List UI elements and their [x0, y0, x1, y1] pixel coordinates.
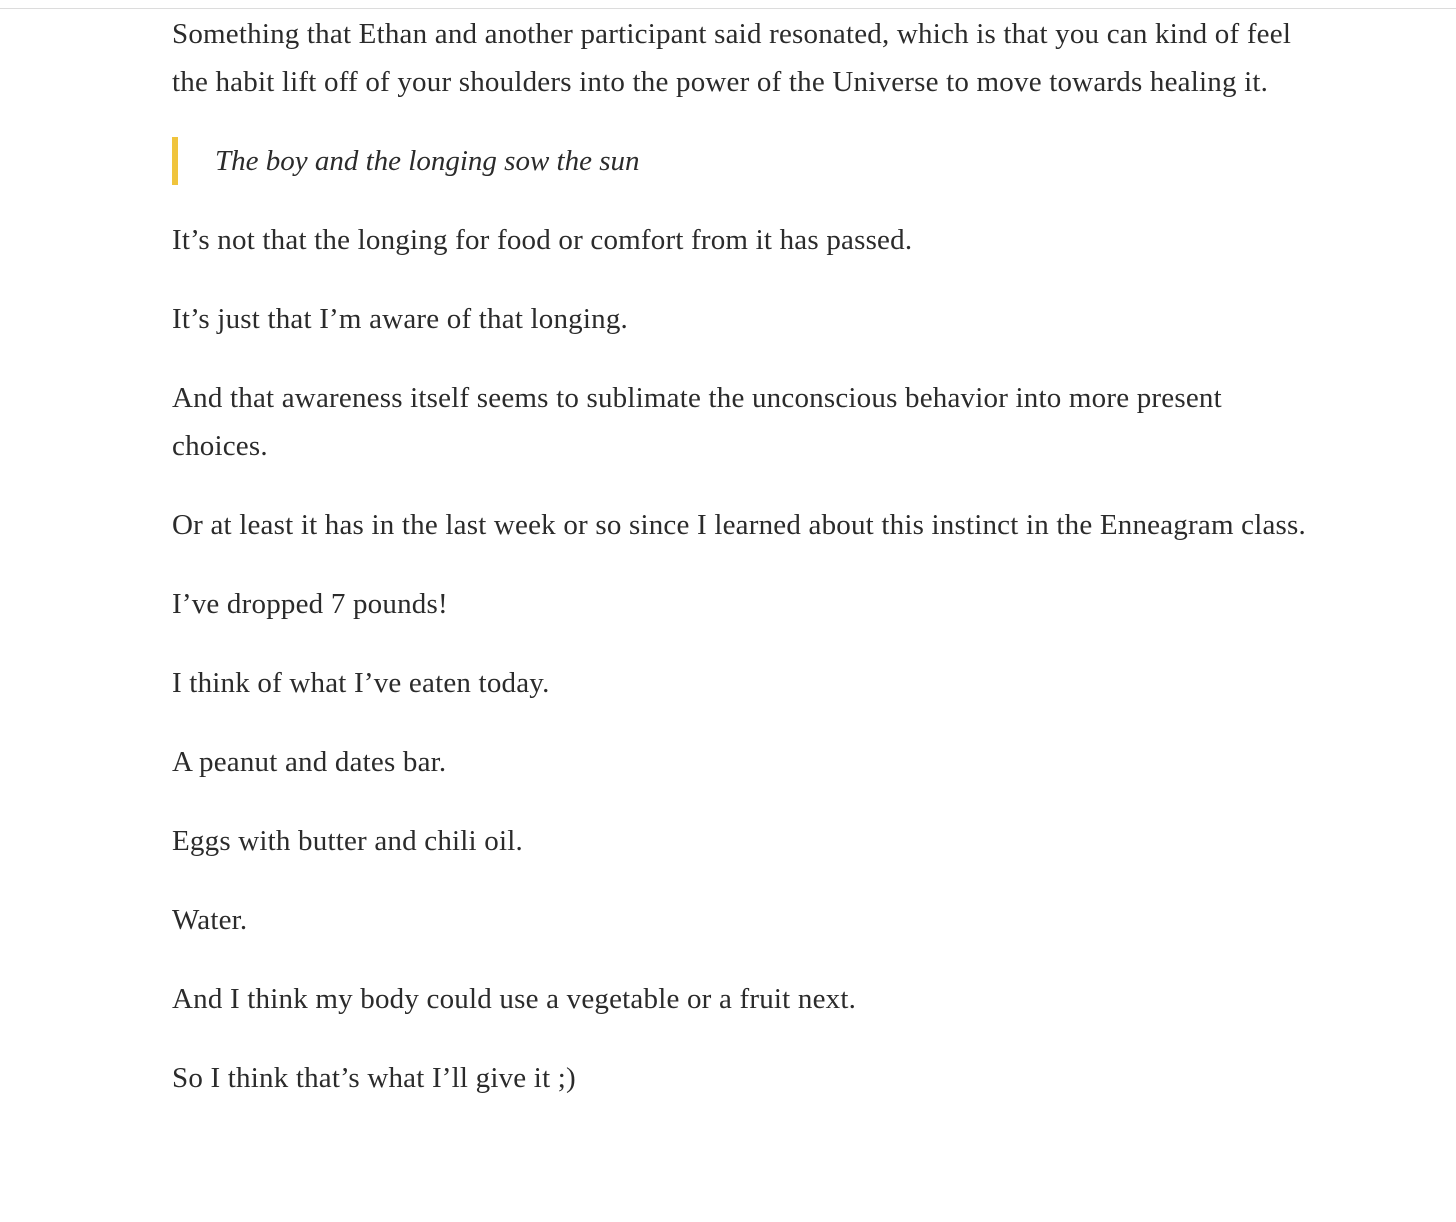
- paragraph: So I think that’s what I’ll give it ;): [172, 1062, 576, 1094]
- paragraph: Or at least it has in the last week or so since I learned about this instinct in the Enneagram class.: [172, 509, 1306, 541]
- paragraph: Water.: [172, 904, 248, 936]
- paragraph: Something that Ethan and another participant said resonated, which is that you can kind of feel the habit lift off of your shoulders into the power of the Universe to move towards healing it.: [172, 18, 1292, 98]
- paragraph: And I think my body could use a vegetable or a fruit next.: [172, 983, 857, 1015]
- paragraph: I think of what I’ve eaten today.: [172, 667, 550, 699]
- top-divider: [0, 8, 1456, 9]
- paragraph: I’ve dropped 7 pounds!: [172, 588, 448, 620]
- paragraph: And that awareness itself seems to sublimate the unconscious behavior into more present choices.: [172, 382, 1222, 462]
- paragraph: It’s just that I’m aware of that longing.: [172, 303, 628, 335]
- paragraph: Eggs with butter and chili oil.: [172, 825, 523, 857]
- article-body: [172, 10, 1322, 1133]
- pull-quote: The boy and the longing sow the sun: [172, 137, 1322, 185]
- paragraph: It’s not that the longing for food or comfort from it has passed.: [172, 224, 913, 256]
- paragraph: A peanut and dates bar.: [172, 746, 447, 778]
